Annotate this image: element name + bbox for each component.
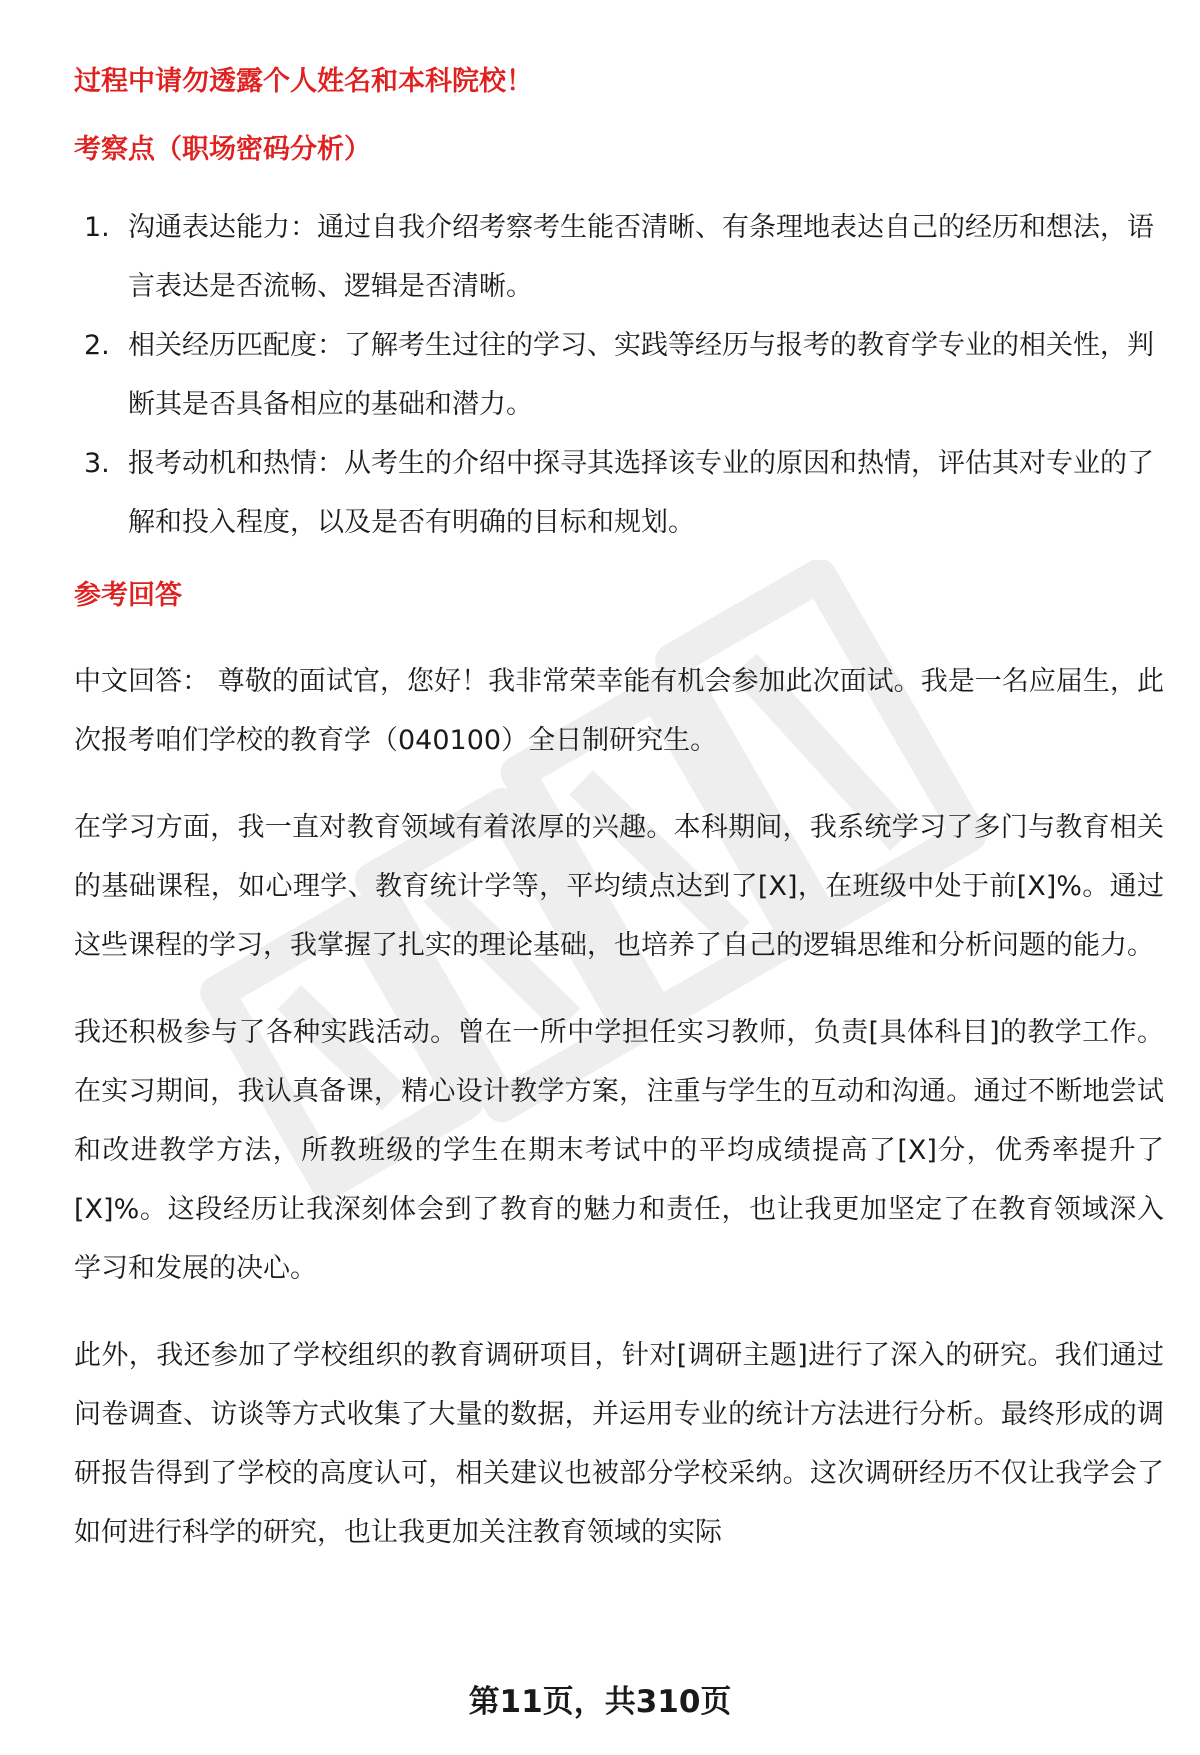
- document-content: [74, 58, 1164, 1562]
- list-item-number: 3.: [84, 448, 110, 479]
- answer-paragraph: 此外，我还参加了学校组织的教育调研项目，针对[调研主题]进行了深入的研究。我们通过问卷调查、访谈等方式收集了大量的数据，并运用专业的统计方法进行分析。最终形成的调研报告得到了学校的高度认可，相关建议也被部分学校采纳。这次调研经历不仅让我学会了如何进行科学的研究，也让我更加关注教育领域的实际: [74, 1340, 1164, 1548]
- reference-answer-heading: 参考回答: [74, 580, 182, 611]
- exam-points-list: [74, 198, 1164, 552]
- answer-paragraph: 在学习方面，我一直对教育领域有着浓厚的兴趣。本科期间，我系统学习了多门与教育相关的基础课程，如心理学、教育统计学等，平均绩点达到了[X]，在班级中处于前[X]%。通过这些课程的学习，我掌握了扎实的理论基础，也培养了自己的逻辑思维和分析问题的能力。: [74, 812, 1164, 961]
- list-item: [74, 316, 1164, 434]
- list-item-number: 2.: [84, 330, 110, 361]
- list-item-number: 1.: [84, 212, 110, 243]
- list-item-text: 相关经历匹配度：了解考生过往的学习、实践等经历与报考的教育学专业的相关性，判断其是否具备相应的基础和潜力。: [128, 330, 1154, 420]
- page-number-footer: 第11页，共310页: [468, 1684, 732, 1720]
- privacy-warning: 过程中请勿透露个人姓名和本科院校！: [74, 66, 533, 97]
- exam-points-heading: 考察点（职场密码分析）: [74, 134, 371, 165]
- list-item: [74, 198, 1164, 316]
- list-item: [74, 434, 1164, 552]
- answer-paragraph: 我还积极参与了各种实践活动。曾在一所中学担任实习教师，负责[具体科目]的教学工作。在实习期间，我认真备课，精心设计教学方案，注重与学生的互动和沟通。通过不断地尝试和改进教学方法，所教班级的学生在期末考试中的平均成绩提高了[X]分，优秀率提升了[X]%。这段经历让我深刻体会到了教育的魅力和责任，也让我更加坚定了在教育领域深入学习和发展的决心。: [74, 1017, 1164, 1284]
- list-item-text: 沟通表达能力：通过自我介绍考察考生能否清晰、有条理地表达自己的经历和想法，语言表达是否流畅、逻辑是否清晰。: [128, 212, 1154, 302]
- list-item-text: 报考动机和热情：从考生的介绍中探寻其选择该专业的原因和热情，评估其对专业的了解和投入程度，以及是否有明确的目标和规划。: [128, 448, 1154, 538]
- answer-paragraph: 中文回答： 尊敬的面试官，您好！我非常荣幸能有机会参加此次面试。我是一名应届生，此次报考咱们学校的教育学（040100）全日制研究生。: [74, 666, 1164, 756]
